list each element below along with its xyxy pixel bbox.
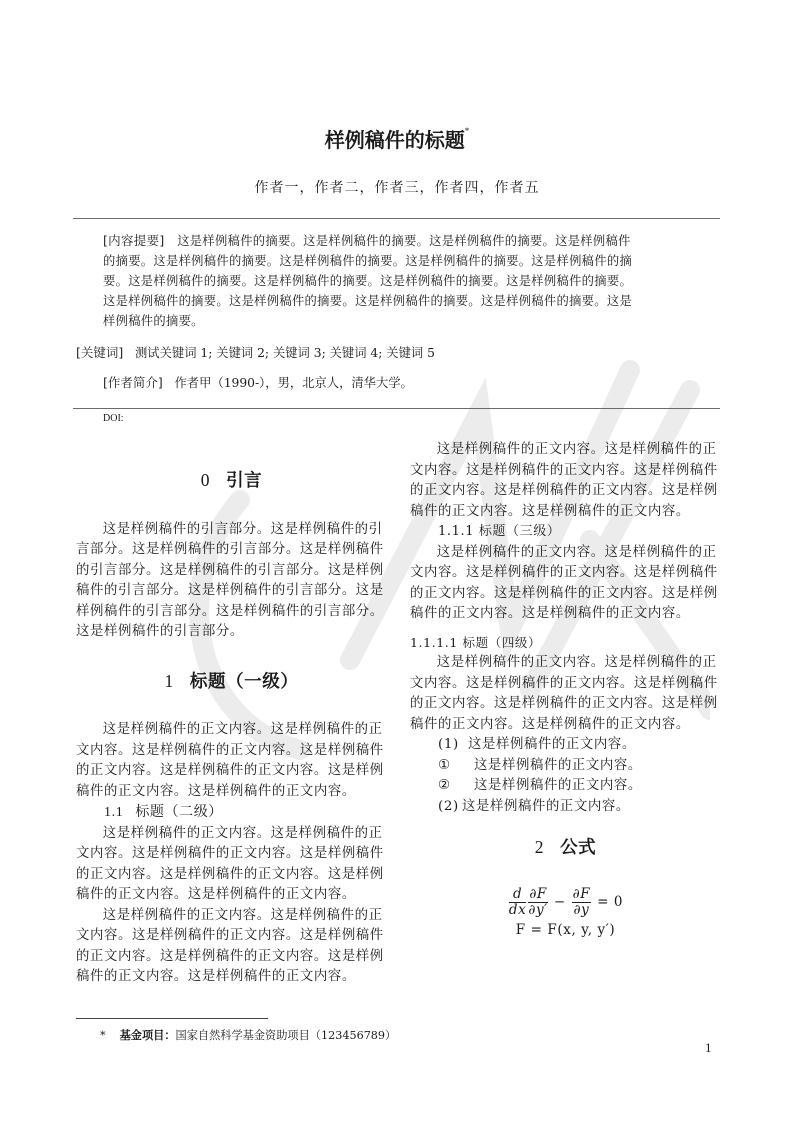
section-heading-2: 2 公式 xyxy=(534,837,597,858)
body-paragraph: 这是样例稿件的正文内容。这是样例稿件的正 文内容。这是样例稿件的正文内容。这是样例稿件 的正文内容。这是样例稿件的正文内容。这是样例 稿件的正文内容。这是样例稿件的正文内容。 xyxy=(76,907,384,984)
body-paragraph: 这是样例稿件的正文内容。这是样例稿件的正 文内容。这是样例稿件的正文内容。这是样例稿件 的正文内容。这是样例稿件的正文内容。这是样例 稿件的正文内容。这是样例稿件的正文内容。 xyxy=(76,825,384,902)
footnote xyxy=(100,1027,396,1043)
keywords xyxy=(76,343,435,361)
section-heading-0: 0 引言 xyxy=(200,470,263,491)
footnote-label: 基金项目： xyxy=(119,1029,176,1042)
header-rule-bottom xyxy=(73,408,720,409)
right-column xyxy=(410,440,721,940)
header-rule-top xyxy=(73,218,720,219)
intro-paragraph: 这是样例稿件的引言部分。这是样例稿件的引 言部分。这是样例稿件的引言部分。这是样例稿件 的引言部分。这是样例稿件的引言部分。这是样例 稿件的引言部分。这是样例稿件的引言部分。这是 样例稿件的引言部分。这是样例稿件的引言部分。 这是样例稿件的引言部分。 xyxy=(76,521,384,639)
list-item: ① 这是样例稿件的正文内容。 xyxy=(410,756,721,777)
list-marker: (2) xyxy=(438,798,459,814)
keywords-label: [关键词] xyxy=(76,345,124,360)
section-heading-1-1-1-1: 1.1.1.1 标题（四级） xyxy=(410,634,542,650)
keywords-text: 测试关键词 1; 关键词 2; 关键词 3; 关键词 4; 关键词 5 xyxy=(135,346,435,360)
abstract-label: [内容提要] xyxy=(103,233,165,248)
body-paragraph: 这是样例稿件的正文内容。这是样例稿件的正 文内容。这是样例稿件的正文内容。这是样例稿件 的正文内容。这是样例稿件的正文内容。这是样例 稿件的正文内容。这是样例稿件的正文内容。 xyxy=(410,442,718,519)
body-paragraph: 这是样例稿件的正文内容。这是样例稿件的正 文内容。这是样例稿件的正文内容。这是样例稿件 的正文内容。这是样例稿件的正文内容。这是样例 稿件的正文内容。这是样例稿件的正文内容。 xyxy=(410,655,718,732)
list-item: ② 这是样例稿件的正文内容。 xyxy=(410,776,721,797)
footnote-text: 国家自然科学基金资助项目（123456789） xyxy=(175,1029,397,1042)
footnote-rule xyxy=(76,1018,268,1019)
author-bio-text: 作者甲（1990-），男，北京人，清华大学。 xyxy=(174,376,413,390)
abstract-line: 的摘要。这是样例稿件的摘要。这是样例稿件的摘要。这是样例稿件的摘要。这是样例稿件的摘 xyxy=(103,254,633,268)
section-heading-1-1: 1.1 标题（二级） xyxy=(104,804,223,820)
abstract-line: 这是样例稿件的摘要。这是样例稿件的摘要。这是样例稿件的摘要。这是样例稿件的摘要。这是 xyxy=(103,294,633,308)
section-heading-1: 1 标题（一级） xyxy=(164,670,299,692)
body-paragraph: 这是样例稿件的正文内容。这是样例稿件的正 文内容。这是样例稿件的正文内容。这是样例稿件 的正文内容。这是样例稿件的正文内容。这是样例 稿件的正文内容。这是样例稿件的正文内容。 xyxy=(410,544,718,621)
doi: DOI: xyxy=(103,413,124,424)
author-bio-label: [作者简介] xyxy=(103,375,163,390)
section-heading-1-1-1: 1.1.1 标题（三级） xyxy=(438,524,561,539)
author-list: 作者一，作者二，作者三，作者四，作者五 xyxy=(254,180,540,196)
equation-functional: F = F(x, y, y′) xyxy=(515,921,616,938)
abstract xyxy=(103,231,695,331)
abstract-line: 样例稿件的摘要。 xyxy=(103,314,204,328)
fraction: $\frac{\partial F}{\partial y}$ xyxy=(572,885,591,918)
equation-euler-lagrange: $\frac{d}{dx}$ $\frac{\partial F}{\partial y'}$ − $\frac{\partial F}{\partial y}$ = 0 xyxy=(508,885,624,918)
footnote-marker: * xyxy=(100,1029,106,1042)
fraction: $\frac{\partial F}{\partial y'}$ xyxy=(528,885,548,918)
abstract-line: 要。这是样例稿件的摘要。这是样例稿件的摘要。这是样例稿件的摘要。这是样例稿件的摘要。 xyxy=(103,274,633,288)
list-marker: (1) xyxy=(438,737,459,752)
fraction: $\frac{d}{dx}$ xyxy=(508,885,527,918)
body-paragraph: 这是样例稿件的正文内容。这是样例稿件的正 文内容。这是样例稿件的正文内容。这是样例稿件 的正文内容。这是样例稿件的正文内容。这是样例 稿件的正文内容。这是样例稿件的正文内容。 xyxy=(76,722,384,799)
author-bio xyxy=(103,373,413,391)
title-footnote-marker[interactable]: * xyxy=(464,126,470,136)
page-number: 1 xyxy=(705,1040,712,1055)
list-item: (2) 这是样例稿件的正文内容。 xyxy=(410,797,721,818)
left-column xyxy=(76,470,387,988)
list-item: (1) 这是样例稿件的正文内容。 xyxy=(410,735,721,756)
abstract-line: [内容提要] 这是样例稿件的摘要。这是样例稿件的摘要。这是样例稿件的摘要。这是样例稿件 xyxy=(103,233,631,248)
list-marker: ② xyxy=(438,778,451,793)
paper-title: 样例稿件的标题* xyxy=(324,126,470,152)
list-marker: ① xyxy=(438,757,451,773)
